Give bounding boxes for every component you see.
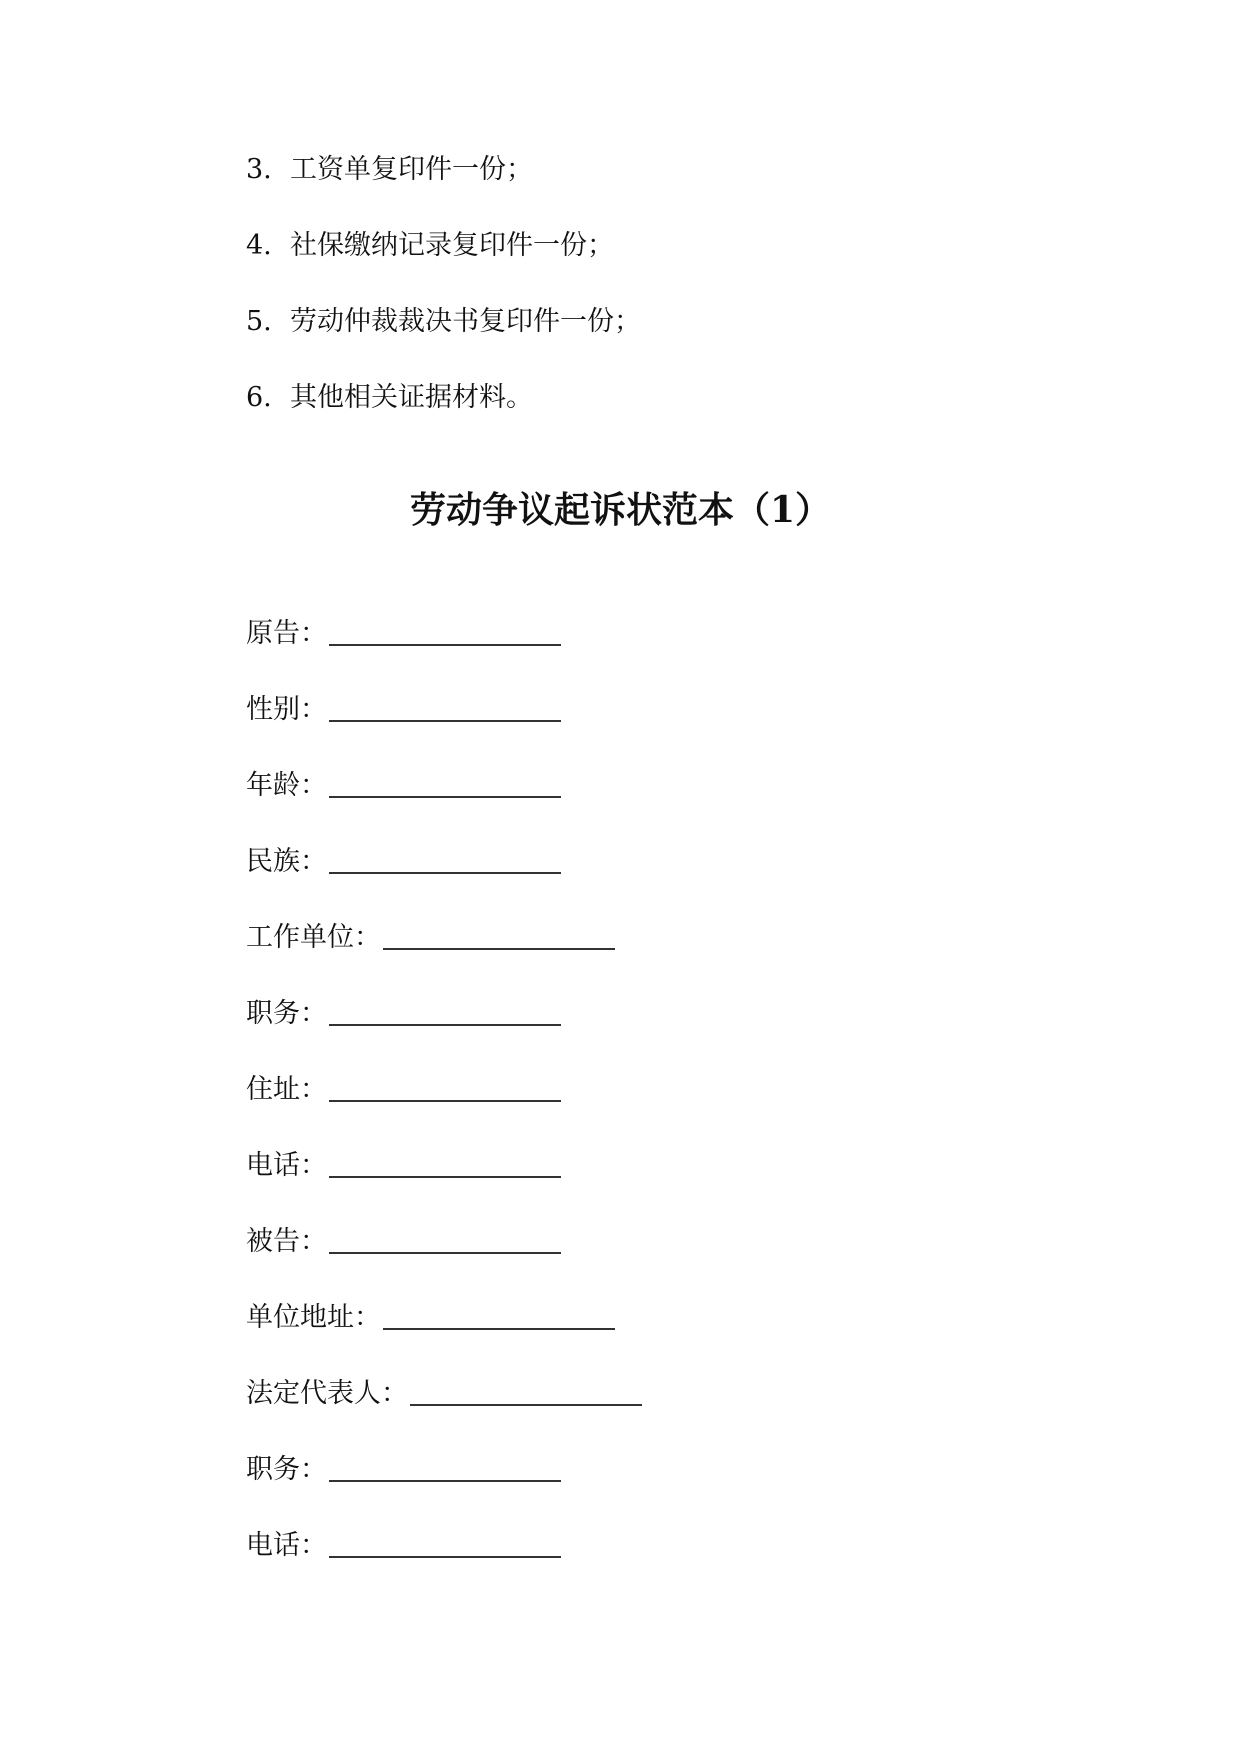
field-label: 住址： [246, 1074, 327, 1105]
field-blank-line[interactable] [329, 994, 561, 1026]
form-field-rep-phone [246, 1524, 642, 1600]
field-label: 电话： [246, 1150, 327, 1181]
field-blank-line[interactable] [383, 1298, 615, 1330]
field-blank-line[interactable] [329, 1070, 561, 1102]
field-blank-line[interactable] [329, 766, 561, 798]
form-field-employer [246, 916, 642, 992]
field-blank-line[interactable] [329, 1526, 561, 1558]
form-field-gender [246, 688, 642, 764]
list-item-text: 社保缴纳记录复印件一份； [290, 230, 614, 261]
list-item-text: 劳动仲裁裁决书复印件一份； [290, 306, 641, 337]
list-item [246, 376, 641, 452]
field-blank-line[interactable] [329, 690, 561, 722]
field-blank-line[interactable] [329, 842, 561, 874]
list-item [246, 224, 641, 300]
field-label: 职务： [246, 1454, 327, 1485]
field-label: 年龄： [246, 770, 327, 801]
field-label: 电话： [246, 1530, 327, 1561]
field-blank-line[interactable] [329, 1146, 561, 1178]
field-label: 工作单位： [246, 922, 381, 953]
field-blank-line[interactable] [329, 614, 561, 646]
field-label: 民族： [246, 846, 327, 877]
form-field-defendant [246, 1220, 642, 1296]
field-blank-line[interactable] [383, 918, 615, 950]
list-item-number: 5. [246, 306, 272, 337]
list-item-text: 其他相关证据材料。 [290, 382, 533, 413]
field-label: 单位地址： [246, 1302, 381, 1333]
field-blank-line[interactable] [329, 1222, 561, 1254]
field-label: 原告： [246, 618, 327, 649]
form-field-age [246, 764, 642, 840]
form-field-phone [246, 1144, 642, 1220]
list-item-text: 工资单复印件一份； [290, 154, 533, 185]
form-field-address [246, 1068, 642, 1144]
document-title: 劳动争议起诉状范本（1） [409, 489, 832, 531]
list-item [246, 300, 641, 376]
form-field-position [246, 992, 642, 1068]
field-label: 被告： [246, 1226, 327, 1257]
field-blank-line[interactable] [329, 1450, 561, 1482]
field-label: 性别： [246, 694, 327, 725]
form-field-rep-position [246, 1448, 642, 1524]
list-item-number: 6. [246, 382, 272, 413]
form-fields [246, 612, 642, 1600]
form-field-plaintiff [246, 612, 642, 688]
form-field-ethnicity [246, 840, 642, 916]
field-label: 法定代表人： [246, 1378, 408, 1409]
form-field-company-address [246, 1296, 642, 1372]
field-label: 职务： [246, 998, 327, 1029]
attachment-list [246, 148, 641, 452]
list-item-number: 3. [246, 154, 272, 185]
list-item [246, 148, 641, 224]
form-field-legal-representative [246, 1372, 642, 1448]
list-item-number: 4. [246, 230, 272, 261]
field-blank-line[interactable] [410, 1374, 642, 1406]
